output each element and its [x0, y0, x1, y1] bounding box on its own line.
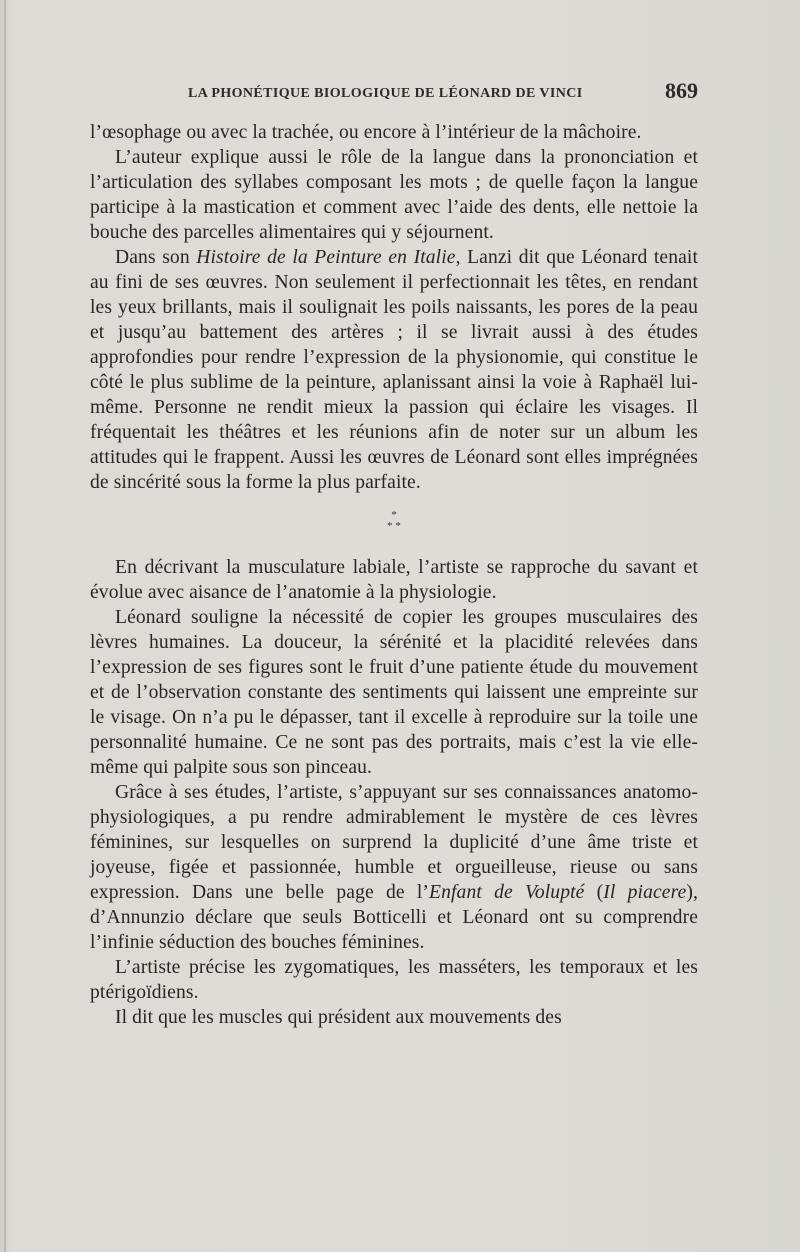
book-title: Il piacere: [603, 882, 687, 903]
running-header: [188, 78, 698, 103]
paragraph: Léonard souligne la nécessité de copier les groupes musculaires des lèvres humaines. La douceur, la sérénité et la placidité relevées dans l’expression de ses figures sont le fruit d’une patiente étude du mouvement et de l’observation constante des sentiments qui laissent une empreinte sur le visage. On n’a pu le dépasser, tant il excelle à reproduire sur la toile une personnalité humaine. Ce ne sont pas des portraits, mais c’est la vie elle-même qui palpite sous son pinceau.: [90, 607, 698, 778]
text-run: Grâce à ses études, l’artiste, s’appuyant sur ses connaissances anatomo-physiologiques, a pu rendre admirablement le mystère de ces lèvres féminines, sur lesquelles on surprend la duplicité d’une âme triste et joyeuse, figée et passionnée, humble et orgueilleuse, rieuse ou sans expression. Dans une belle page de l’: [90, 782, 698, 903]
text-run: , Lanzi dit que Léonard tenait au fini de ses œuvres. Non seulement il perfectionnait les têtes, en rendant les yeux brillants, mais il soulignait les poils naissants, les pores de la peau et jusqu’au battement des artères ; il se livrait aussi à des études approfondies pour rendre l’expression de la physionomie, qui constitue le côté le plus sublime de la peinture, aplanissant ainsi la voie à Raphaël lui-même. Personne ne rendit mieux la passion qui éclaire les visages. Il fréquentait les théâtres et les réunions afin de noter sur un album les attitudes qui le frappent. Aussi les œuvres de Léonard sont elles imprégnées de sincérité sous la forme la plus parfaite.: [90, 247, 699, 493]
paragraph: Il dit que les muscles qui président aux mouvements des: [115, 1007, 562, 1028]
running-title: LA PHONÉTIQUE BIOLOGIQUE DE LÉONARD DE VINCI: [188, 86, 583, 101]
text-run: Dans son: [115, 247, 197, 268]
book-title: Histoire de la Peinture en Italie: [196, 247, 456, 268]
section-separator: [90, 510, 698, 532]
asterisk-top: *: [391, 509, 397, 521]
paragraph: En décrivant la musculature labiale, l’artiste se rapproche du savant et évolue avec aisance de l’anatomie à la physiologie.: [90, 557, 698, 603]
page-binding-edge: [4, 0, 6, 1252]
paragraph: [90, 780, 698, 955]
paragraph: l’œsophage ou avec la trachée, ou encore à l’intérieur de la mâchoire.: [90, 122, 642, 143]
text-run: ), d’Annunzio déclare que seuls Botticelli et Léonard ont su comprendre l’infinie séduction des bouches féminines.: [90, 882, 698, 953]
page-number: 869: [665, 78, 698, 103]
book-title: Enfant de Volupté: [429, 882, 585, 903]
asterisk-bottom: * *: [386, 520, 402, 532]
paragraph: L’auteur explique aussi le rôle de la langue dans la prononciation et l’articulation des syllabes composant les mots ; de quelle façon la langue participe à la mastication et comment avec l’aide des dents, elle nettoie la bouche des parcelles alimentaires qui y séjournent.: [90, 147, 698, 243]
text-run: (: [584, 882, 604, 903]
paragraph: [90, 245, 698, 495]
paragraph: L’artiste précise les zygomatiques, les masséters, les temporaux et les ptérigoïdiens.: [90, 957, 698, 1003]
body-text: [90, 120, 698, 1030]
